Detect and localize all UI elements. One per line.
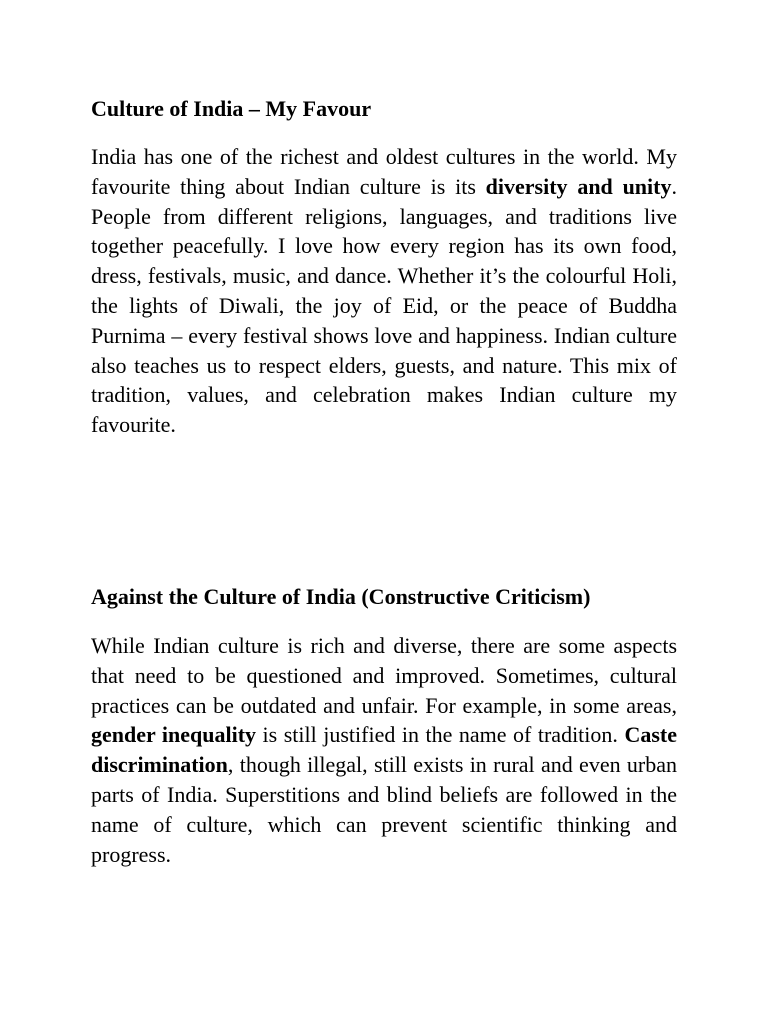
section-2-heading: Against the Culture of India (Constructive Criticism): [91, 584, 591, 609]
section-1-paragraph: [91, 142, 677, 440]
section-2-text-part-3: , though illegal, still exists in rural and even urban parts of India. Superstitions and blind beliefs are followed in the name of culture, which can prevent scientific thinking and progress.: [91, 752, 677, 867]
section-2-bold-caste-discrimination: Caste discrimination: [91, 722, 677, 778]
section-1-heading: Culture of India – My Favour: [91, 96, 372, 121]
section-1-text-part-1: India has one of the richest and oldest cultures in the world. My favourite thing about Indian culture is its: [91, 144, 677, 199]
section-1-text-part-2: . People from different religions, languages, and traditions live together peacefully. I love how every region has its own food, dress, festivals, music, and dance. Whether it’s the colourful Holi, the lights of Diwali, the joy of Eid, or the peace of Buddha Purnima – every festival shows love and happiness. Indian culture also teaches us to respect elders, guests, and nature. This mix of tradition, values, and celebration makes Indian culture my favourite.: [91, 173, 677, 438]
section-1-bold-diversity: diversity and unity: [485, 173, 672, 199]
section-2-bold-gender-inequality: gender inequality: [91, 722, 257, 748]
section-2-text-part-2: is still justified in the name of tradition.: [256, 722, 625, 748]
section-2-text-part-1: While Indian culture is rich and diverse, there are some aspects that need to be questioned and improved. Sometimes, cultural practices can be outdated and unfair. For example, in some areas,: [91, 633, 677, 718]
section-2-paragraph: [91, 631, 677, 869]
